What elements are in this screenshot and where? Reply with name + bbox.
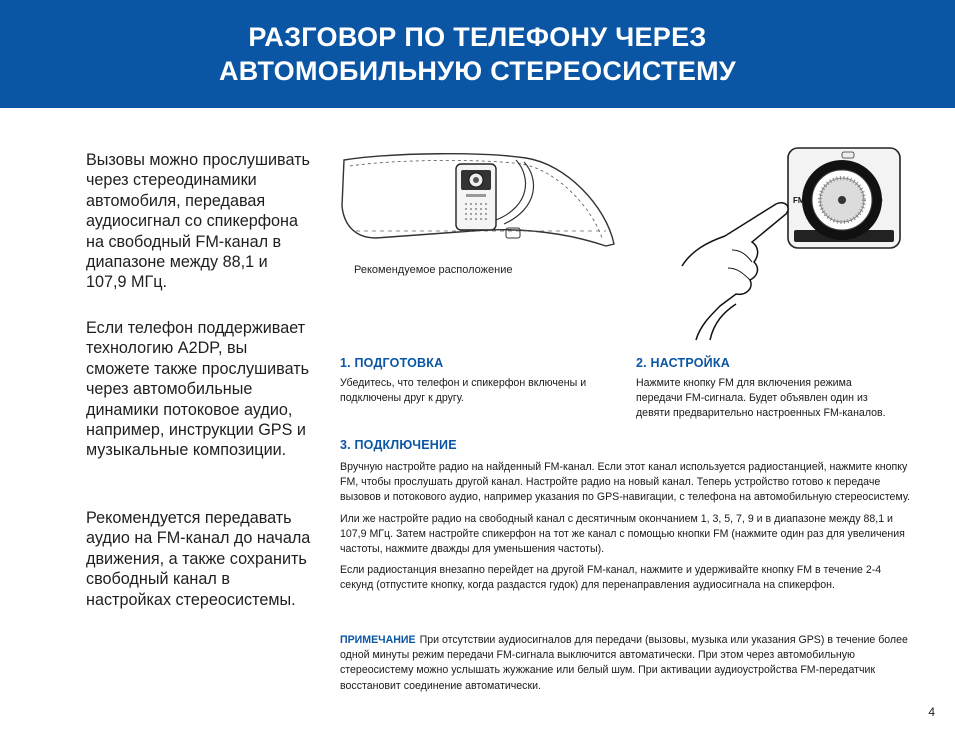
hand-icon	[682, 203, 788, 340]
note-text: При отсутствии аудиосигналов для передачи (вызовы, музыка или указания GPS) в течение более одной минуты режим передачи FM-сигнала выключится автоматически. При этом через автомобильную стереосистему можно услышать жужжание или белый шум. При активации аудиоустройства FM-передатчик восстановит соединение автоматически.	[340, 634, 908, 692]
note-label: ПРИМЕЧАНИЕ	[340, 634, 416, 646]
fm-button-label: FM	[793, 196, 805, 205]
svg-text:✆: ✆	[876, 196, 883, 205]
note-block	[340, 633, 920, 694]
section-heading-connection: 3. ПОДКЛЮЧЕНИЕ	[340, 438, 457, 452]
connection-paragraph-2: Или же настройте радио на свободный канал с десятичным окончанием 1, 3, 5, 7, 9 и в диапазоне между 88,1 и 107,9 МГц. Затем настройте спикерфон на тот же канал с помощью кнопки FM (нажмите один раз для увеличения частоты, нажмите дважды для уменьшения частоты).	[340, 512, 905, 556]
section-heading-preparation: 1. ПОДГОТОВКА	[340, 356, 444, 370]
speakerphone-device	[456, 164, 496, 230]
sun-visor-illustration	[336, 146, 626, 258]
intro-paragraph-1: Вызовы можно прослушивать через стереодинамики автомобиля, передавая аудиосигнал со спикерфона на свободный FM-канал в диапазоне между 88,1 и 107,9 МГц.	[86, 151, 310, 292]
page-title-line-1: РАЗГОВОР ПО ТЕЛЕФОНУ ЧЕРЕЗ	[248, 22, 707, 52]
title-banner	[0, 0, 955, 108]
section-text-connection	[340, 460, 915, 600]
page-title-line-2: АВТОМОБИЛЬНУЮ СТЕРЕОСИСТЕМУ	[218, 56, 737, 86]
page-number: 4	[928, 705, 935, 719]
connection-paragraph-1: Вручную настройте радио на найденный FM-канал. Если этот канал используется радиостанцией, нажмите кнопку FM, чтобы прослушать другой канал. Настройте радио на новый канал. Теперь устройство готово к передаче вызовов и потокового аудио, например указания по GPS-навигации, с телефона на автомобильную стереосистему.	[340, 461, 911, 504]
radio-fm-button-illustration	[680, 146, 905, 341]
section-text-preparation: Убедитесь, что телефон и спикерфон включены и подключены друг к другу.	[340, 377, 587, 405]
connection-paragraph-3: Если радиостанция внезапно перейдет на другой FM-канал, нажмите и удерживайте кнопку FM в течение 2-4 секунд (отпустите кнопку, когда раздастся гудок) для перенаправления аудиосигнала на спикерфон.	[340, 564, 882, 592]
visor-caption: Рекомендуемое расположение	[354, 264, 513, 276]
section-text-setup: Нажмите кнопку FM для включения режима передачи FM-сигнала. Будет объявлен один из девяти предварительно настроенных FM-каналов.	[636, 377, 886, 420]
intro-paragraph-2: Если телефон поддерживает технологию A2DP, вы сможете также прослушивать через автомобильные динамики потоковое аудио, например, инструкции GPS и музыкальные композиции.	[86, 319, 310, 460]
section-heading-setup: 2. НАСТРОЙКА	[636, 356, 730, 370]
intro-paragraph-3: Рекомендуется передавать аудио на FM-канал до начала движения, а также сохранить свободный канал в настройках стереосистемы.	[86, 509, 311, 609]
